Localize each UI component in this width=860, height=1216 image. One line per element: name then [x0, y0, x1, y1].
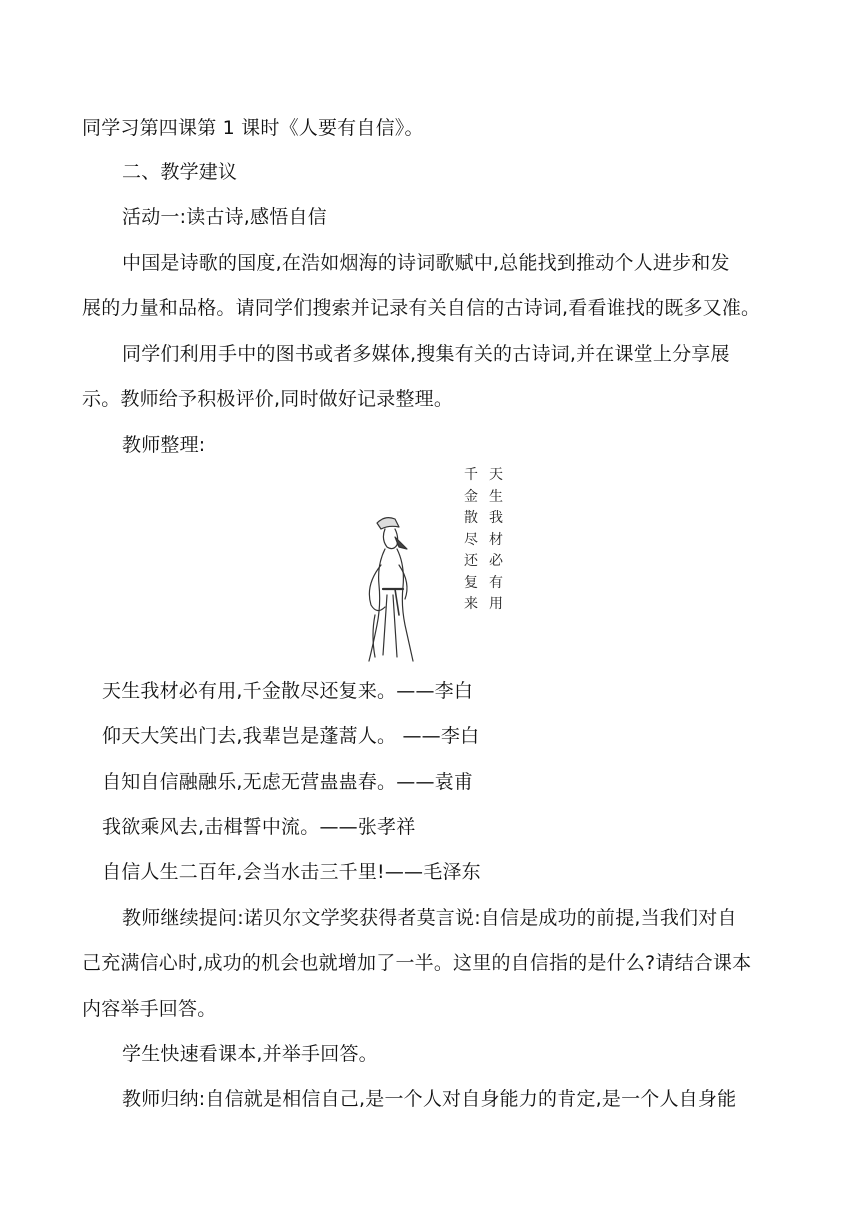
paragraph-lesson-ref: 同学习第四课第 1 课时《人要有自信》。	[82, 117, 424, 139]
paragraph-line: 教师继续提问:诺贝尔文学奖获得者莫言说:自信是成功的前提,当我们对自	[122, 907, 737, 929]
calligraphy-column-left: 千金散尽还复来	[464, 467, 478, 612]
section-heading: 二、教学建议	[122, 161, 238, 183]
paragraph-line: 中国是诗歌的国度,在浩如烟海的诗词歌赋中,总能找到推动个人进步和发	[122, 252, 730, 274]
poem-line: 仰天大笑出门去,我辈岂是蓬蒿人。 ——李白	[102, 725, 480, 747]
paragraph-line: 内容举手回答。	[82, 998, 217, 1020]
poet-illustration	[355, 465, 515, 663]
paragraph-line: 教师归纳:自信就是相信自己,是一个人对自身能力的肯定,是一个人自身能	[122, 1088, 737, 1110]
calligraphy-column-right: 天生我材必有用	[489, 467, 503, 612]
paragraph-line: 教师整理:	[122, 434, 206, 456]
poem-line: 自知自信融融乐,无虑无营蛊蛊春。——袁甫	[102, 771, 474, 793]
paragraph-line: 同学们利用手中的图书或者多媒体,搜集有关的古诗词,并在课堂上分享展	[122, 343, 730, 365]
paragraph-line: 学生快速看课本,并举手回答。	[122, 1043, 378, 1065]
poem-line: 天生我材必有用,千金散尽还复来。——李白	[102, 680, 474, 702]
paragraph-line: 展的力量和品格。请同学们搜索并记录有关自信的古诗词,看看谁找的既多又准。	[82, 297, 761, 319]
poem-line: 自信人生二百年,会当水击三千里!——毛泽东	[102, 861, 481, 883]
paragraph-line: 示。教师给予积极评价,同时做好记录整理。	[82, 388, 454, 410]
paragraph-line: 己充满信心时,成功的机会也就增加了一半。这里的自信指的是什么?请结合课本	[82, 952, 752, 974]
activity-title: 活动一:读古诗,感悟自信	[122, 206, 327, 228]
poem-line: 我欲乘风去,击楫誓中流。——张孝祥	[102, 816, 416, 838]
